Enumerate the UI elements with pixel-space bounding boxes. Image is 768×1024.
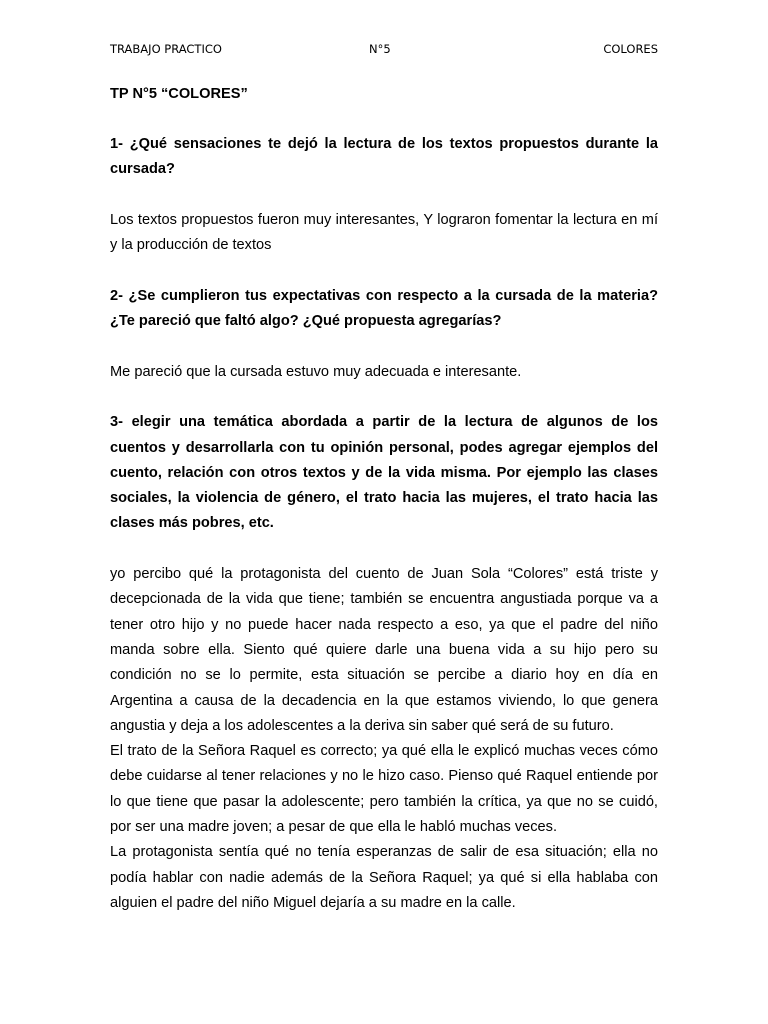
header-right-text: COLORES: [603, 42, 658, 56]
document-title: TP N°5 “COLORES”: [110, 86, 248, 102]
header-center-text: N°5: [369, 42, 391, 56]
document-body: [110, 82, 658, 916]
header-left-text: TRABAJO PRACTICO: [110, 42, 222, 56]
answer-1: Los textos propuestos fueron muy interesantes, Y lograron fomentar la lectura en mí y la producción de textos: [110, 211, 658, 254]
page-header: [110, 42, 658, 60]
answer-2: Me pareció que la cursada estuvo muy adecuada e interesante.: [110, 363, 522, 380]
essay-answer: [110, 562, 658, 916]
question-3: 3- elegir una temática abordada a partir de la lectura de algunos de los cuentos y desarrollarla con tu opinión personal, podes agregar ejemplos del cuento, relación con otros textos y de la vida misma. Por ejemplo las clases sociales, la violencia de género, el trato hacia las mujeres, el trato hacia las clases más pobres, etc.: [110, 414, 658, 532]
essay-paragraph: yo percibo qué la protagonista del cuento de Juan Sola “Colores” está triste y decepcionada de la vida que tiene; también se encuentra angustiada porque va a tener otro hijo y no puede hacer nada respecto a eso, ya que el padre del niño manda sobre ella. Siento qué quiere darle una buena vida a su hijo pero su condición no se lo permite, esta situación se percibe a diario hoy en día en Argentina a causa de la decadencia en la que estamos viviendo, lo que genera angustia y deja a los adolescentes a la deriva sin saber qué será de su futuro.: [110, 566, 658, 734]
question-2: 2- ¿Se cumplieron tus expectativas con respecto a la cursada de la materia? ¿Te pareció que faltó algo? ¿Qué propuesta agregarías?: [110, 287, 658, 330]
essay-paragraph: El trato de la Señora Raquel es correcto; ya qué ella le explicó muchas veces cómo debe cuidarse al tener relaciones y no le hizo caso. Pienso qué Raquel entiende por lo que tiene que pasar la adolescente; pero también la crítica, ya que no se cuidó, por ser una madre joven; a pesar de que ella le habló muchas veces.: [110, 743, 658, 836]
essay-paragraph: La protagonista sentía qué no tenía esperanzas de salir de esa situación; ella no podía hablar con nadie además de la Señora Raquel; ya qué si ella hablaba con alguien el padre del niño Miguel dejaría a su madre en la calle.: [110, 844, 658, 911]
question-1: 1- ¿Qué sensaciones te dejó la lectura de los textos propuestos durante la cursada?: [110, 136, 658, 178]
